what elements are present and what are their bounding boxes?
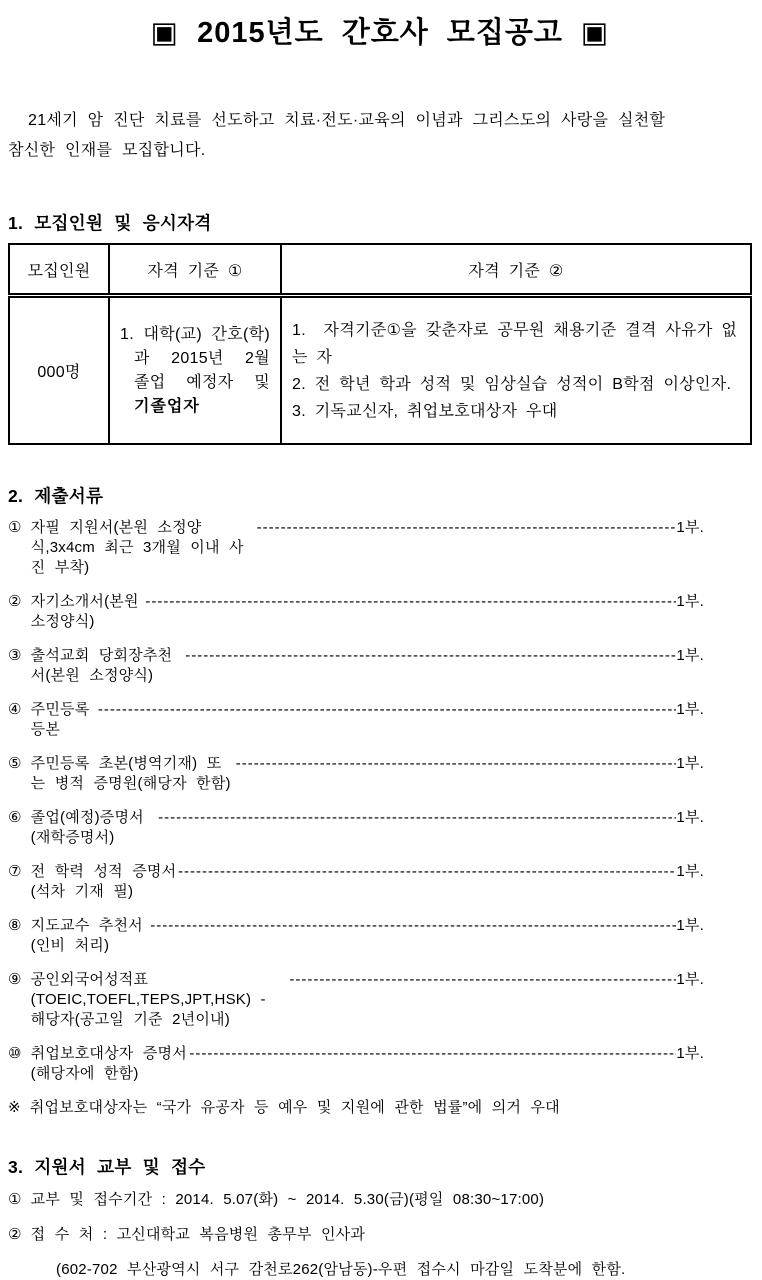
doc-item-number: ⑩ xyxy=(8,1045,22,1062)
announcement-document xyxy=(0,16,762,1280)
item-number: ① xyxy=(8,1191,22,1208)
item-number: ② xyxy=(8,1226,22,1243)
doc-item-number: ② xyxy=(8,593,22,610)
doc-item-9 xyxy=(8,970,704,1030)
submission-place-row xyxy=(8,1225,752,1245)
doc-item-number: ③ xyxy=(8,647,22,664)
criteria1-line: 1. 대학(교) 간호(학) xyxy=(120,325,270,343)
criteria2-line: 1. 자격기준①을 갖춘자로 공무원 채용기준 결격 사유가 없는 자 xyxy=(292,321,738,366)
doc-item-text: 주민등록 초본(병역기재) 또는 병적 증명원(해당자 한함) xyxy=(30,755,231,792)
dash-leader xyxy=(189,1044,676,1064)
doc-item-text: 전 학력 성적 증명서(석차 기재 필) xyxy=(30,863,177,900)
copies-label: 1부. xyxy=(676,755,704,772)
submission-address: (602-702 부산광역시 서구 감천로262(암남동)-우편 접수시 마감일 도착분에 한함. xyxy=(56,1261,626,1278)
section1-heading: 1. 모집인원 및 응시자격 xyxy=(8,213,212,233)
dash-leader xyxy=(150,916,676,936)
doc-item-8 xyxy=(8,916,704,956)
submission-info-list xyxy=(8,1190,752,1280)
table-header-row xyxy=(9,244,751,296)
doc-item-number: ① xyxy=(8,519,22,536)
intro-line: 21세기 암 진단 치료를 선도하고 치료·전도·교육의 이념과 그리스도의 사랑을 실천할 xyxy=(28,112,666,129)
doc-item-number: ⑥ xyxy=(8,809,22,826)
doc-item-text: 공인외국어성적표(TOEIC,TOEFL,TEPS,JPT,HSK) - 해당자(공고일 기준 2년이내) xyxy=(30,971,276,1028)
dash-leader xyxy=(158,808,676,828)
doc-item-text: 주민등록 등본 xyxy=(30,701,99,738)
note-marker: ※ xyxy=(8,1099,21,1116)
dash-leader xyxy=(236,754,677,774)
preferential-note xyxy=(8,1098,704,1118)
dash-leader xyxy=(178,862,676,882)
criteria1-line: 과 2015년 2월 xyxy=(134,349,270,367)
doc-item-4 xyxy=(8,700,704,740)
note-text: 취업보호대상자는 “국가 유공자 등 예우 및 지원에 관한 법률”에 의거 우대 xyxy=(29,1099,560,1116)
table-header-count: 모집인원 xyxy=(9,244,109,296)
doc-item-number: ④ xyxy=(8,701,22,718)
intro-line: 참신한 인재를 모집합니다. xyxy=(8,142,206,159)
table-body-row xyxy=(9,296,751,445)
doc-item-text: 자필 지원서(본원 소정양식,3x4cm 최근 3개월 이내 사진 부착) xyxy=(30,519,244,576)
copies-label: 1부. xyxy=(676,1045,704,1062)
criteria1-cell xyxy=(109,296,281,445)
copies-label: 1부. xyxy=(676,701,704,718)
submission-period-text: 교부 및 접수기간 : 2014. 5.07(화) ~ 2014. 5.30(금)(평일 08:30~17:00) xyxy=(30,1191,545,1208)
doc-item-text: 취업보호대상자 증명서(해당자에 한함) xyxy=(30,1045,187,1082)
submission-place-text: 접 수 처 : 고신대학교 복음병원 총무부 인사과 xyxy=(30,1226,366,1243)
dash-leader xyxy=(98,700,677,720)
doc-item-number: ⑤ xyxy=(8,755,22,772)
criteria1-line-bold: 기졸업자 xyxy=(134,397,200,415)
copies-label: 1부. xyxy=(676,647,704,664)
document-list xyxy=(8,518,752,1118)
recruitment-table xyxy=(8,243,752,445)
doc-item-text: 지도교수 추천서(인비 처리) xyxy=(30,917,143,954)
intro-paragraph xyxy=(8,106,752,166)
doc-item-3 xyxy=(8,646,704,686)
criteria1-line: 졸업 예정자 및 xyxy=(134,373,270,391)
section2-heading: 2. 제출서류 xyxy=(8,486,104,506)
page-title: ▣ 2015년도 간호사 모집공고 ▣ xyxy=(150,17,610,49)
copies-label: 1부. xyxy=(676,809,704,826)
recruit-count-cell: 000명 xyxy=(9,296,109,445)
doc-item-10 xyxy=(8,1044,704,1084)
copies-label: 1부. xyxy=(676,971,704,988)
dash-leader xyxy=(257,518,677,538)
criteria2-line: 2. 전 학년 학과 성적 및 임상실습 성적이 B학점 이상인자. xyxy=(292,375,732,393)
criteria2-cell xyxy=(281,296,751,445)
doc-item-number: ⑦ xyxy=(8,863,22,880)
dash-leader xyxy=(145,592,676,612)
dash-leader xyxy=(289,970,676,990)
doc-item-7 xyxy=(8,862,704,902)
copies-label: 1부. xyxy=(676,519,704,536)
doc-item-number: ⑧ xyxy=(8,917,22,934)
doc-item-text: 자기소개서(본원 소정양식) xyxy=(30,593,149,630)
doc-item-text: 출석교회 당회장추천서(본원 소정양식) xyxy=(30,647,173,684)
doc-item-1 xyxy=(8,518,704,578)
table-header-criteria1: 자격 기준 ① xyxy=(109,244,281,296)
doc-item-2 xyxy=(8,592,704,632)
doc-item-6 xyxy=(8,808,704,848)
criteria2-line: 3. 기독교신자, 취업보호대상자 우대 xyxy=(292,402,558,420)
doc-item-number: ⑨ xyxy=(8,971,22,988)
doc-item-5 xyxy=(8,754,704,794)
table-header-criteria2: 자격 기준 ② xyxy=(281,244,751,296)
dash-leader xyxy=(185,646,676,666)
section3-heading: 3. 지원서 교부 및 접수 xyxy=(8,1157,206,1177)
submission-period-row xyxy=(8,1190,752,1210)
copies-label: 1부. xyxy=(676,593,704,610)
copies-label: 1부. xyxy=(676,863,704,880)
copies-label: 1부. xyxy=(676,917,704,934)
doc-item-text: 졸업(예정)증명서(재학증명서) xyxy=(30,809,144,846)
